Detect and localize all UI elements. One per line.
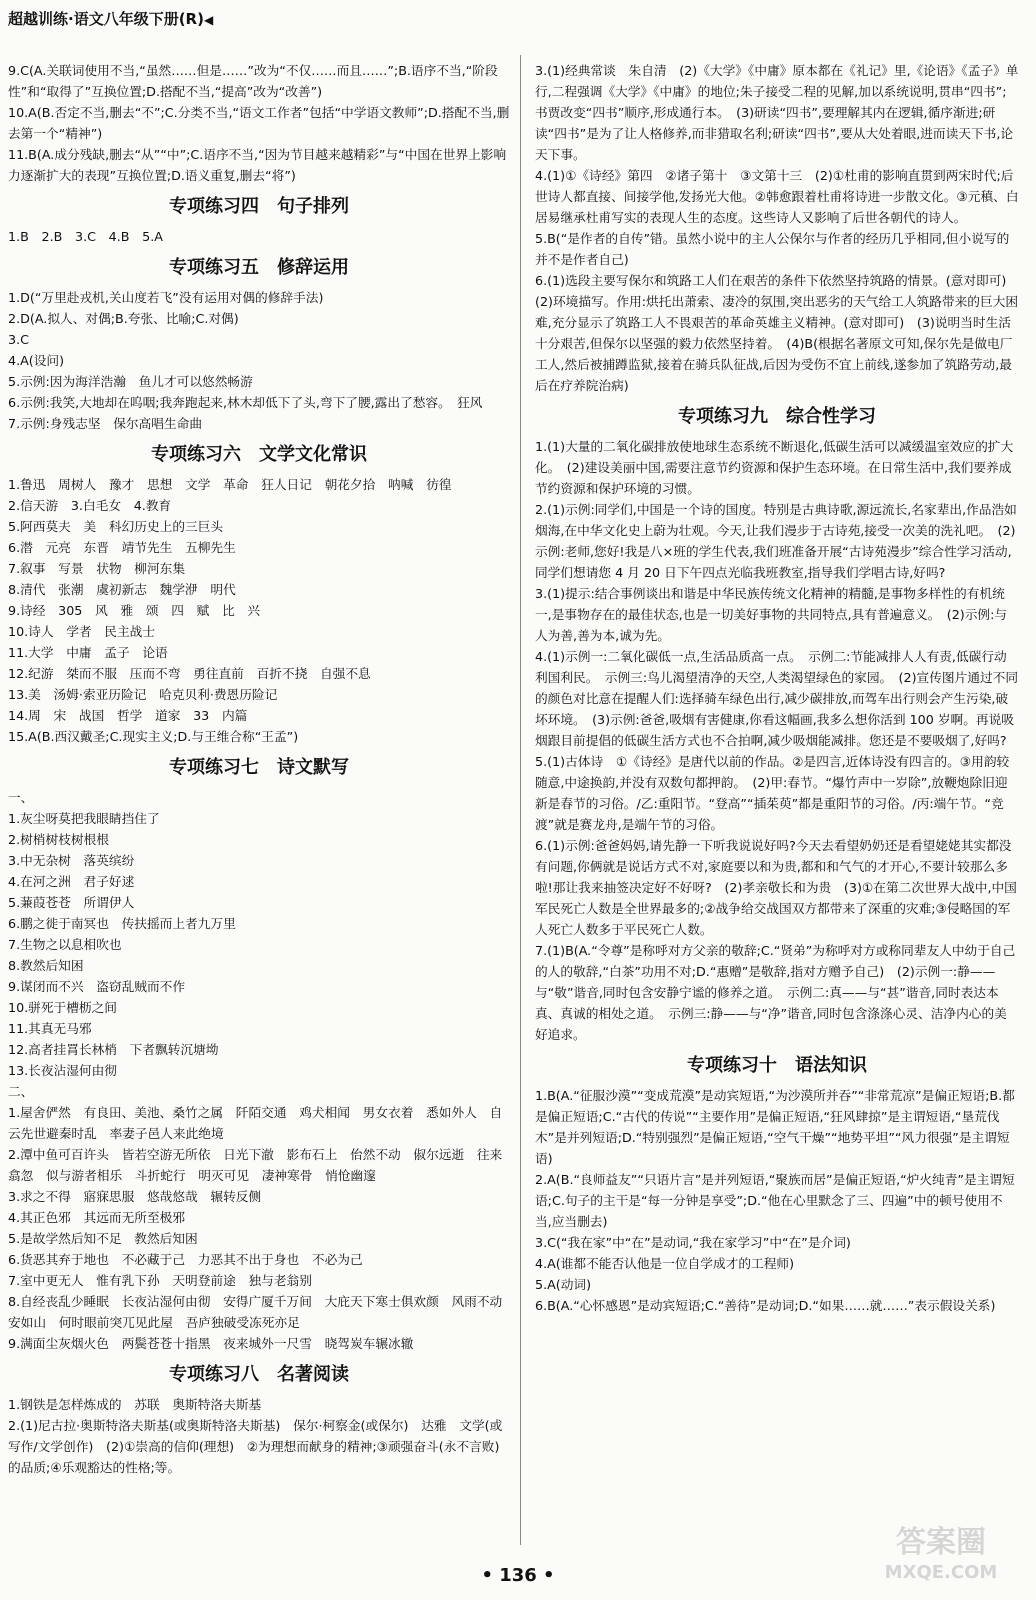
answer-item: 2.A(B.“良师益友”“只语片言”是并列短语,“聚族而居”是偏正短语,“炉火纯青”是主谓短语;C.句子的主干是“每一分钟是享受”;D.“他在心里默念了三、四遍”中的顿号使用不当,应当删去) [535,1172,1015,1229]
answer-item: 2.D(A.拟人、对偶;B.夸张、比喻;C.对偶) [8,311,239,326]
answer-item: 6.示例:我笑,大地却在呜咽;我奔跑起来,林木却低下了头,弯下了腰,露出了愁容。 狂风 [8,395,483,410]
answer-item: 10.A(B.否定不当,删去“不”;C.分类不当,“语文工作者”包括“中学语文教师”;D.搭配不当,删去第一个“精神”) [8,105,510,141]
answer-item: 6.(1)选段主要写保尔和筑路工人们在艰苦的条件下依然坚持筑路的情景。(意对即可) (2)环境描写。作用:烘托出萧索、凄冷的氛围,突出恶劣的天气给工人筑路带来的巨大困难,充分显示了筑路工人不畏艰苦的革命英雄主义精神。(意对即可) (3)说明当时生活十分艰苦,但保尔以坚强的毅力依然坚持着。 (4)B(根据名著原文可知,保尔先是做电厂工人,然后被捕蹲监狱,接着在骑兵队征战,后因为受伤不宜上前线,遂参加了筑路劳动,最后在疗养院治病) [535,273,1020,393]
answer-item: 11.大学 中庸 孟子 论语 [8,645,168,660]
answer-item: 3.中无杂树 落英缤纷 [8,853,135,868]
left-column [8,60,510,1550]
answer-item: 10.诗人 学者 民主战士 [8,624,156,639]
answer-item: 2.信天游 3.白毛女 4.教育 [8,498,172,513]
answer-item: 2.(1)尼古拉·奥斯特洛夫斯基(或奥斯特洛夫斯基) 保尔·柯察金(或保尔) 达雅 文学(或写作/文学创作) (2)①崇高的信仰(理想) ②为理想而献身的精神;③顽强奋斗(永不言败)的品质;④乐观豁达的性格;等。 [8,1418,503,1475]
answer-item: 3.(1)经典常谈 朱自清 (2)《大学》《中庸》原本都在《礼记》里,《论语》《孟子》单行,二程强调《大学》《中庸》的地位;朱子接受二程的见解,加以系统说明,贯串“四书”;书贾改变“四书”顺序,形成通行本。 (3)研读“四书”,要理解其内在逻辑,循序渐进;研读“四书”是为了让人格修养,而非猎取名利;研读“四书”,要从大处着眼,进而读天下书,论天下事。 [535,63,1019,162]
answer-item: 7.生物之以息相吹也 [8,937,122,952]
answer-item: 4.A(设问) [8,353,65,368]
answer-item: 4.(1)①《诗经》第四 ②诸子第十 ③文第十三 (2)①杜甫的影响直贯到两宋时代;后世诗人都直接、间接学他,发扬光大他。②韩愈跟着杜甫将诗进一步散文化。③元稹、白居易继承杜甫写实的表现人生的态度。这些诗人又影响了后世各朝代的诗人。 [535,168,1019,225]
answer-item: 8.自经丧乱少睡眠 长夜沾湿何由彻 安得广厦千万间 大庇天下寒士俱欢颜 风雨不动安如山 何时眼前突兀见此屋 吾庐独破受冻死亦足 [8,1294,503,1330]
answer-item: 3.C(“我在家”中“在”是动词,“我在家学习”中“在”是介词) [535,1235,851,1250]
page-header [8,6,1018,32]
answer-item: 9.谋闭而不兴 盗窃乱贼而不作 [8,979,186,994]
watermark-text: 答案圈 [896,1525,986,1560]
column-divider [520,55,521,1545]
answer-item: 一、 [8,790,34,805]
answer-item: 8.清代 张潮 虞初新志 魏学洢 明代 [8,582,236,597]
section-heading: 专项练习十 语法知识 [687,1055,867,1076]
answer-item: 7.室中更无人 惟有乳下孙 天明登前途 独与老翁别 [8,1273,312,1288]
section-heading: 专项练习五 修辞运用 [169,257,349,278]
answer-item: 6.(1)示例:爸爸妈妈,请先静一下听我说说好吗?今天去看望奶奶还是看望姥姥其实都没有问题,你俩就是说话方式不对,家庭要以和为贵,都和和气气的才开心,不要计较那么多啦!那让我来抽签决定好不好呀? (2)孝亲敬长和为贵 (3)①在第二次世界大战中,中国军民死亡人数是全世界最多的;②战争给交战国双方都带来了深重的灾难;③侵略国的军人死亡人数多于平民死亡人数。 [535,838,1017,937]
answer-item: 5.蒹葭苍苍 所谓伊人 [8,895,135,910]
answer-item: 12.纪游 桀而不服 压而不弯 勇往直前 百折不挠 自强不息 [8,666,371,681]
section-heading: 专项练习八 名著阅读 [169,1364,349,1385]
answer-item: 11.B(A.成分残缺,删去“从”“中”;C.语序不当,“因为节目越来越精彩”与“中国在世界上影响力逐渐扩大的表现”互换位置;D.语义重复,删去“将”) [8,147,507,183]
answer-item: 2.树梢树枝树根根 [8,832,109,847]
answer-item: 5.示例:因为海洋浩瀚 鱼儿才可以悠然畅游 [8,374,253,389]
answer-item: 4.(1)示例一:二氧化碳低一点,生活品质高一点。 示例二:节能减排人人有责,低碳行动利国利民。 示例三:鸟儿渴望清净的天空,人类渴望绿色的家园。 (2)宣传图片通过不同的颜色对比意在提醒人们:选择骑车绿色出行,减少碳排放,而驾车出行则会产生污染,破坏环境。 (3)示例:爸爸,吸烟有害健康,你看这幅画,我多么想你活到 100 岁啊。再说吸烟跟目前提倡的低碳生活方式也不合拍啊,减少吸烟能减排。您还是不要吸烟了,好吗? [535,649,1019,748]
header-arrow-icon: ◀ [203,13,214,27]
answer-item: 7.(1)B(A.“令尊”是称呼对方父亲的敬辞;C.“贤弟”为称呼对方或称同辈友人中幼于自己的人的敬辞,“白茶”功用不对;D.“惠赠”是敬辞,指对方赠予自己) (2)示例一:静——与“敬”谐音,同时包含安静宁谧的修养之道。 示例二:真——与“甚”谐音,同时表达本真、真诚的相处之道。 示例三:静——与“净”谐音,同时包含涤涤心灵、洁净内心的美好追求。 [535,943,1016,1042]
answer-item: 11.其真无马邪 [8,1021,92,1036]
answer-item: 2.(1)示例:同学们,中国是一个诗的国度。特别是古典诗歌,源远流长,名家辈出,作品浩如烟海,在中华文化史上蔚为壮观。今天,让我们漫步于古诗苑,接受一次美的洗礼吧。 (2)示例:老师,您好!我是八×班的学生代表,我们班准备开展“古诗苑漫步”综合性学习活动,同学们想请您 4 月 20 日下午四点光临我班教室,指导我们学唱古诗,好吗? [535,502,1017,580]
answer-item: 4.A(谁都不能否认他是一位自学成才的工程师) [535,1256,795,1271]
answer-item: 6.B(A.“心怀感恩”是动宾短语;C.“善待”是动词;D.“如果……就……”表示假设关系) [535,1298,996,1313]
answer-item: 7.叙事 写景 状物 柳河东集 [8,561,186,576]
answer-item: 9.C(A.关联词使用不当,“虽然……但是……”改为“不仅……而且……”;B.语序不当,“阶段性”和“取得了”互换位置;D.搭配不当,“提高”改为“改善”) [8,63,498,99]
section-heading: 专项练习六 文学文化常识 [151,444,367,465]
answer-item: 1.鲁迅 周树人 豫才 思想 文学 革命 狂人日记 朝花夕拾 呐喊 彷徨 [8,477,452,492]
answer-item: 7.示例:身残志坚 保尔高唱生命曲 [8,416,203,431]
answer-item: 1.D(“万里赴戎机,关山度若飞”没有运用对偶的修辞手法) [8,290,324,305]
section-heading: 专项练习四 句子排列 [169,196,349,217]
answer-item: 6.货恶其弃于地也 不必藏于己 力恶其不出于身也 不必为己 [8,1252,363,1267]
section-heading: 专项练习九 综合性学习 [678,406,876,427]
answer-item: 4.在河之洲 君子好逑 [8,874,135,889]
section-heading: 专项练习七 诗文默写 [169,757,349,778]
answer-item: 5.阿西莫夫 美 科幻历史上的三巨头 [8,519,224,534]
answer-item: 6.鹏之徙于南冥也 传扶摇而上者九万里 [8,916,236,931]
answer-item: 4.其正色邪 其远而无所至极邪 [8,1210,186,1225]
answer-item: 9.满面尘灰烟火色 两鬓苍苍十指黑 夜来城外一尺雪 晓驾炭车辗冰辙 [8,1336,414,1351]
watermark-url: MXQE.COM [884,1562,998,1583]
answer-item: 二、 [8,1084,34,1099]
answer-item: 3.求之不得 寤寐思服 悠哉悠哉 辗转反侧 [8,1189,262,1204]
answer-item: 1.钢铁是怎样炼成的 苏联 奥斯特洛夫斯基 [8,1397,262,1412]
answer-item: 1.B(A.“征服沙漠”“变成荒漠”是动宾短语,“为沙漠所并吞”“非常荒凉”是偏正短语;B.都是偏正短语;C.“古代的传说”“主要作用”是偏正短语,“狂风肆掠”是主谓短语,“垦荒伐木”是并列短语;D.“特别强烈”是偏正短语,“空气干燥”“地势平坦”“风力很强”是主谓短语) [535,1088,1015,1166]
answer-item: 5.是故学然后知不足 教然后知困 [8,1231,198,1246]
answer-item: 1.屋舍俨然 有良田、美池、桑竹之属 阡陌交通 鸡犬相闻 男女衣着 悉如外人 自云先世避秦时乱 率妻子邑人来此绝境 [8,1105,503,1141]
answer-item: 3.(1)提示:结合事例谈出和谐是中华民族传统文化精神的精髓,是事物多样性的有机统一,是事物存在的最佳状态,也是一切美好事物的共同特点,具有普遍意义。 (2)示例:与人为善,善为本,诚为先。 [535,586,1008,643]
answer-item: 6.潜 元亮 东晋 靖节先生 五柳先生 [8,540,236,555]
answer-item: 9.诗经 305 风 雅 颂 四 赋 比 兴 [8,603,261,618]
watermark-logo [856,1516,1026,1586]
answer-item: 12.高者挂罥长林梢 下者飘转沉塘坳 [8,1042,219,1057]
answer-item: 5.B(“是作者的自传”错。虽然小说中的主人公保尔与作者的经历几乎相同,但小说写的并不是作者自己) [535,231,1010,267]
answer-item: 5.(1)古体诗 ①《诗经》是唐代以前的作品。②是四言,近体诗没有四言的。③用韵较随意,中途换韵,并没有双数句都押韵。 (2)甲:春节。“爆竹声中一岁除”,放鞭炮除旧迎新是春节的习俗。/乙:重阳节。“登高”“插茱萸”都是重阳节的习俗。/丙:端午节。“竞渡”就是赛龙舟,是端午节的习俗。 [535,754,1010,832]
answer-item: 2.潭中鱼可百许头 皆若空游无所依 日光下澈 影布石上 佁然不动 俶尔远逝 往来翕忽 似与游者相乐 斗折蛇行 明灭可见 凄神寒骨 悄怆幽邃 [8,1147,503,1183]
answer-item: 1.(1)大量的二氧化碳排放使地球生态系统不断退化,低碳生活可以减缓温室效应的扩大化。 (2)建设美丽中国,需要注意节约资源和保护生态环境。在日常生活中,我们要养成节约资源和保护环境的习惯。 [535,439,1014,496]
page-number: • 136 • [481,1565,555,1586]
answer-item: 1.B 2.B 3.C 4.B 5.A [8,229,163,244]
answer-item: 10.骈死于槽枥之间 [8,1000,117,1015]
right-column [535,60,1019,1550]
answer-item: 13.长夜沾湿何由彻 [8,1063,117,1078]
answer-item: 15.A(B.西汉戴圣;C.现实主义;D.与王维合称“王孟”) [8,729,299,744]
answer-item: 8.教然后知困 [8,958,84,973]
answer-item: 5.A(动词) [535,1277,592,1292]
book-title: 超越训练·语文八年级下册(R) [8,10,204,28]
answer-item: 14.周 宋 战国 哲学 道家 33 内篇 [8,708,248,723]
answer-item: 1.灰尘呀莫把我眼睛挡住了 [8,811,160,826]
answer-item: 3.C [8,332,29,347]
answer-item: 13.美 汤姆·索亚历险记 哈克贝利·费恩历险记 [8,687,278,702]
